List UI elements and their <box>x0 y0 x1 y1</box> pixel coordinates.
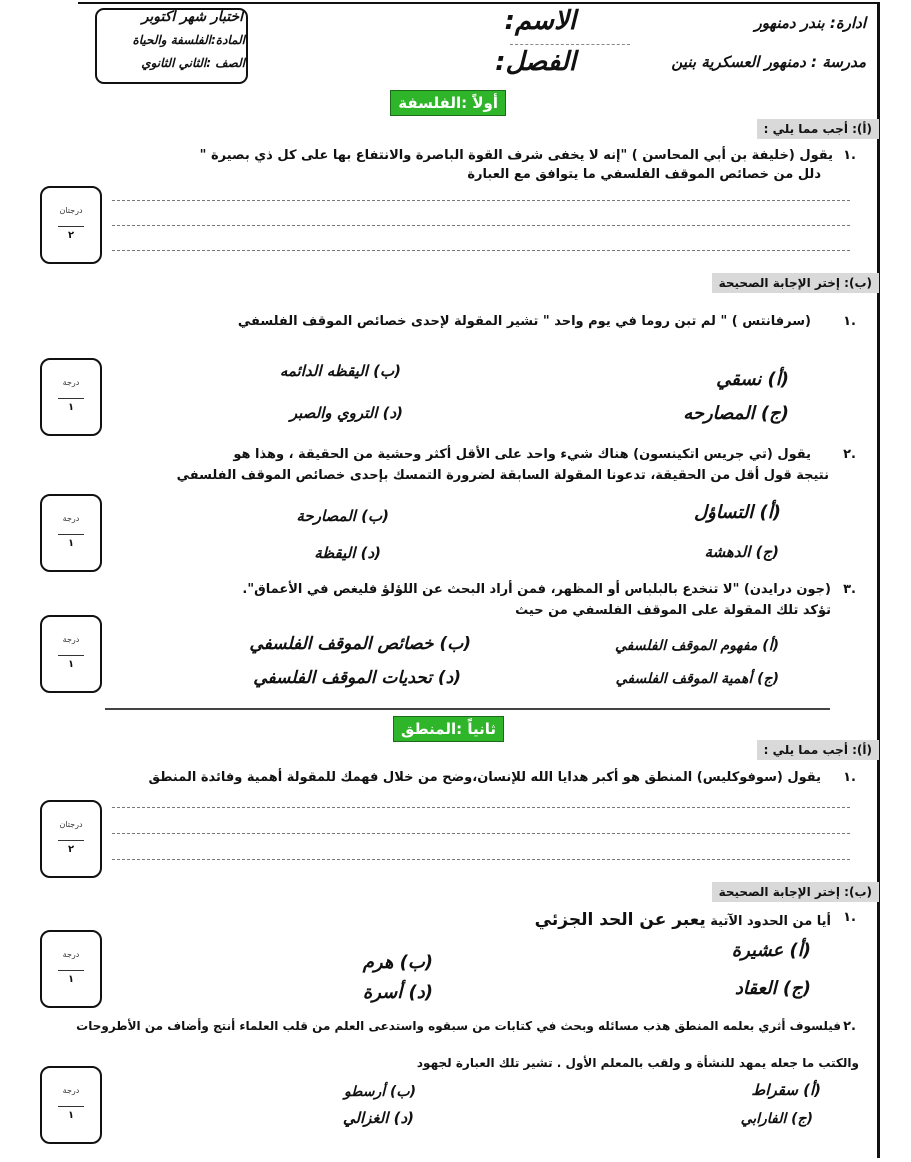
s2b-q1-opt-d[interactable]: (د) أسرة <box>362 982 433 1003</box>
grade-box-label: درجة <box>62 514 80 523</box>
s2b-q2-opt-c[interactable]: (ج) الفارابي <box>740 1111 813 1127</box>
s1b-q1-text: (سرفانتس ) " لم تبن روما في يوم واحد " تشير المقولة لإحدى خصائص الموقف الفلسفي <box>237 314 811 329</box>
s1b-q3-num: ٣. <box>843 582 856 597</box>
s1b-q2-line2: نتيجة قول أقل من الحقيقة، تدعونا المقولة السابقة لضرورة التمسك بإحدى خصائص الموقف الفلسفي <box>176 468 829 483</box>
grade-box-divider <box>58 398 84 399</box>
s1-q1-line2: دلل من خصائص الموقف الفلسفي ما يتوافق مع العبارة <box>467 167 821 182</box>
grade-box <box>40 494 102 572</box>
s2b-q1-num: ١. <box>843 910 856 925</box>
grade-box-label: درجة <box>62 378 80 387</box>
grade-box <box>40 615 102 693</box>
answer-line[interactable] <box>112 859 850 860</box>
s1b-q3-opt-b[interactable]: (ب) خصائص الموقف الفلسفي <box>249 634 471 654</box>
s1b-q1-opt-c[interactable]: (ج) المصارحه <box>683 403 789 424</box>
grade-box-divider <box>58 1106 84 1107</box>
s2b-q1-opt-c[interactable]: (ج) العقاد <box>734 978 811 999</box>
s2b-q2-opt-d[interactable]: (د) الغزالي <box>342 1109 414 1127</box>
section1-partb-label: (ب): إختر الإجابة الصحيحة <box>712 273 879 293</box>
s2b-q2-num: ٢. <box>843 1019 856 1034</box>
s2b-q1-text-bold: يعبر عن الحد الجزئي <box>534 910 706 930</box>
answer-line[interactable] <box>112 807 850 808</box>
grade-box-label: درجة <box>62 950 80 959</box>
s2b-q1-text-plain: أيا من الحدود الآتية <box>710 914 831 929</box>
grade-box-label: درجة <box>62 1086 80 1095</box>
section2-partb-label: (ب): إختر الإجابة الصحيحة <box>712 882 879 902</box>
s1-q1-num: ١. <box>843 148 856 163</box>
s1b-q2-opt-a[interactable]: (أ) التساؤل <box>694 502 781 523</box>
exam-subject: المادة:الفلسفة والحياة <box>132 33 245 47</box>
grade-box-divider <box>58 970 84 971</box>
answer-line[interactable] <box>112 200 850 201</box>
grade-box-value: ١ <box>67 402 75 413</box>
s1b-q2-num: ٢. <box>843 447 856 462</box>
s2b-q1-opt-b[interactable]: (ب) هرم <box>362 952 433 973</box>
grade-box-divider <box>58 226 84 227</box>
name-label: الاسم: <box>504 6 576 36</box>
s1b-q1-opt-d[interactable]: (د) التروي والصبر <box>289 404 403 422</box>
s1b-q3-line1: (جون درايدن) "لا تنخدع بالبلباس أو المظهر، فمن أراد البحث عن اللؤلؤ فليغص في الأعماق". <box>242 582 831 597</box>
exam-grade: الصف :الثاني الثانوي <box>141 56 245 70</box>
grade-box-label: درجتان <box>59 820 83 829</box>
grade-box-label: درجة <box>62 635 80 644</box>
answer-line[interactable] <box>112 225 850 226</box>
s2b-q2-line1: فيلسوف أثري بعلمه المنطق هذب مسائله وبحث في كتابات من سبقوه واستدعى العلم من قلب العلماء أنتج وأضاف من الأطروحات <box>76 1019 841 1033</box>
section-title-logic: ثانياً :المنطق <box>393 716 504 742</box>
section1-parta-label: (أ): أجب مما يلي : <box>757 119 879 139</box>
grade-box-value: ١ <box>67 538 75 549</box>
grade-box <box>40 186 102 264</box>
grade-box <box>40 358 102 436</box>
name-answer-line <box>510 44 630 45</box>
s2b-q2-opt-b[interactable]: (ب) أرسطو <box>344 1084 416 1100</box>
s1b-q2-opt-c[interactable]: (ج) الدهشة <box>704 543 779 561</box>
grade-box-value: ١ <box>67 974 75 985</box>
answer-line[interactable] <box>112 250 850 251</box>
grade-box-divider <box>58 655 84 656</box>
s2-q1-num: ١. <box>843 770 856 785</box>
s2b-q2-opt-a[interactable]: (أ) سقراط <box>751 1081 821 1099</box>
s1b-q3-opt-a[interactable]: (أ) مفهوم الموقف الفلسفي <box>614 638 779 654</box>
admin-label: ادارة: بندر دمنهور <box>754 14 866 32</box>
grade-box-value: ٢ <box>67 844 75 855</box>
s1b-q3-opt-d[interactable]: (د) تحديات الموقف الفلسفي <box>253 668 461 688</box>
s2b-q1-opt-a[interactable]: (أ) عشيرة <box>731 940 811 961</box>
section-divider <box>105 708 830 710</box>
grade-box-value: ١ <box>67 659 75 670</box>
grade-box <box>40 1066 102 1144</box>
answer-line[interactable] <box>112 833 850 834</box>
grade-box <box>40 800 102 878</box>
s1b-q3-opt-c[interactable]: (ج) أهمية الموقف الفلسفي <box>615 671 779 687</box>
s1b-q1-num: ١. <box>843 314 856 329</box>
s1-q1-line1: يقول (خليفة بن أبي المحاسن ) "إنه لا يخفى شرف القوة الباصرة والانتفاع بها على كل ذي بصيرة " <box>199 148 833 163</box>
s1b-q3-line2: تؤكد تلك المقولة على الموقف الفلسفي من حيث <box>515 603 831 618</box>
s1b-q1-opt-a[interactable]: (أ) نسقي <box>716 369 789 390</box>
grade-box-label: درجتان <box>59 206 83 215</box>
grade-box-divider <box>58 840 84 841</box>
exam-title: اختبار شهر اكتوبر <box>141 9 243 25</box>
s1b-q2-opt-b[interactable]: (ب) المصارحة <box>296 507 389 525</box>
school-label: مدرسة : دمنهور العسكرية بنين <box>671 53 866 71</box>
s1b-q2-line1: يقول (تي جريس اتكينسون) هناك شيء واحد على الأقل أكثر وحشية من الحقيقة ، وهذا هو <box>233 447 811 462</box>
grade-box-divider <box>58 534 84 535</box>
grade-box-value: ١ <box>67 1110 75 1121</box>
class-label: الفصل: <box>495 47 576 77</box>
s2b-q2-line2: والكتب ما جعله يمهد للنشأة و ولقب بالمعلم الأول . تشير تلك العبارة لجهود <box>416 1056 859 1070</box>
s2b-q1-text <box>535 910 831 930</box>
s1b-q2-opt-d[interactable]: (د) اليقظة <box>314 544 381 562</box>
s2-q1-text: يقول (سوفوكليس) المنطق هو أكبر هدايا الله للإنسان،وضح من خلال فهمك للمقولة أهمية وفائدة المنطق <box>148 770 821 785</box>
grade-box-value: ٢ <box>67 230 75 241</box>
grade-box <box>40 930 102 1008</box>
s1b-q1-opt-b[interactable]: (ب) اليقظه الدائمه <box>279 362 401 380</box>
section-title-philosophy: أولاً :الفلسفة <box>390 90 506 116</box>
section2-parta-label: (أ): أجب مما يلي : <box>757 740 879 760</box>
